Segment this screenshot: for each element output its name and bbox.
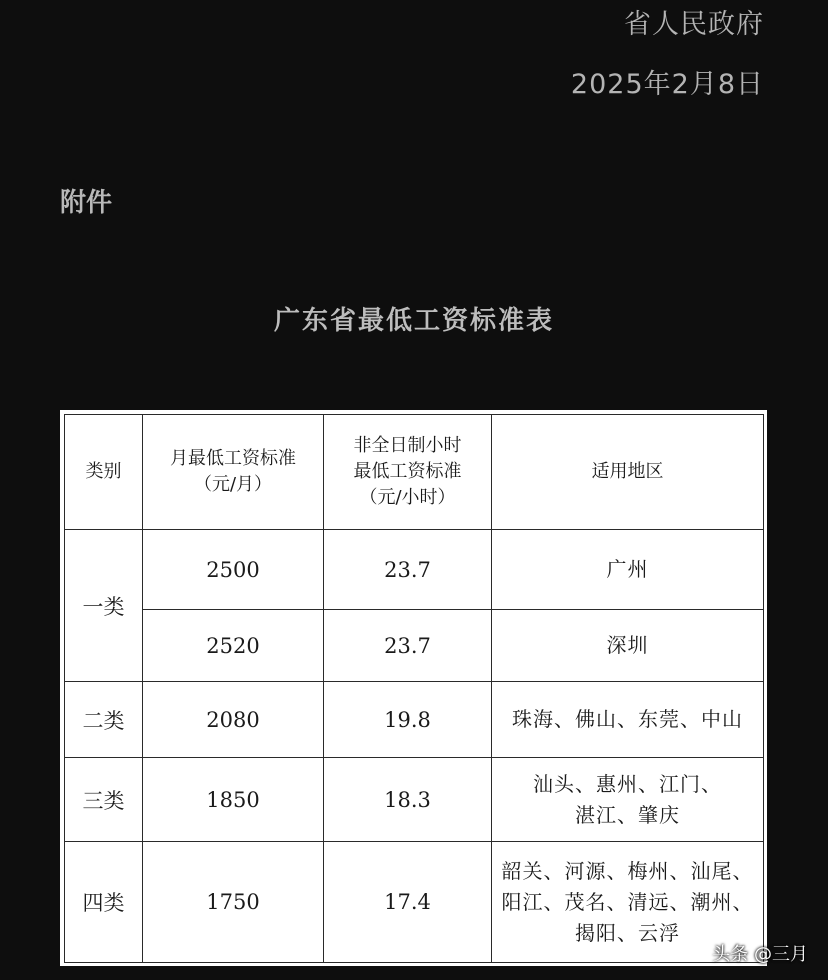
issue-date: 2025年2月8日 [570, 69, 764, 100]
table-row [65, 530, 764, 610]
regions-cell [492, 758, 764, 842]
monthly-wage-cell: 2500 [143, 530, 324, 610]
region-line: 汕头、惠州、江门、 [533, 771, 722, 796]
minimum-wage-table [64, 414, 764, 963]
monthly-wage-cell: 2520 [143, 610, 324, 682]
table-header-row [65, 415, 764, 530]
category-cell: 三类 [65, 758, 143, 842]
regions-cell [492, 610, 764, 682]
header-hourly-line2: 最低工资标准 [353, 461, 462, 482]
category-cell: 二类 [65, 682, 143, 758]
hourly-wage-cell: 23.7 [324, 530, 492, 610]
table-row [65, 758, 764, 842]
region-line: 广州 [606, 557, 649, 581]
region-line: 韶关、河源、梅州、汕尾、 [501, 858, 754, 883]
table-row [65, 682, 764, 758]
hourly-wage-cell: 17.4 [324, 842, 492, 963]
hourly-wage-cell: 18.3 [324, 758, 492, 842]
header-regions: 适用地区 [492, 415, 764, 530]
header-hourly-line1: 非全日制小时 [353, 435, 462, 456]
monthly-wage-cell: 1750 [143, 842, 324, 963]
header-category: 类别 [65, 415, 143, 530]
header-hourly-line3: （元/小时） [359, 487, 456, 508]
region-line: 揭阳、云浮 [575, 920, 680, 945]
table-title: 广东省最低工资标准表 [273, 306, 554, 336]
regions-cell [492, 682, 764, 758]
hourly-wage-cell: 19.8 [324, 682, 492, 758]
category-cell: 一类 [65, 530, 143, 682]
monthly-wage-cell: 2080 [143, 682, 324, 758]
table-row [65, 610, 764, 682]
attachment-label: 附件 [60, 188, 113, 218]
table-row [65, 842, 764, 963]
header-monthly-wage [143, 415, 324, 530]
region-line: 珠海、佛山、东莞、中山 [512, 707, 743, 731]
issuer-name: 省人民政府 [624, 9, 764, 40]
header-monthly-line1: 月最低工资标准 [170, 448, 296, 469]
category-cell: 四类 [65, 842, 143, 963]
region-line: 阳江、茂名、清远、潮州、 [501, 889, 754, 914]
header-hourly-wage [324, 415, 492, 530]
regions-cell [492, 530, 764, 610]
region-line: 深圳 [606, 633, 649, 657]
header-monthly-line2: （元/月） [193, 474, 273, 495]
wage-table-container [60, 410, 767, 966]
region-line: 湛江、肇庆 [575, 802, 680, 827]
monthly-wage-cell: 1850 [143, 758, 324, 842]
hourly-wage-cell: 23.7 [324, 610, 492, 682]
watermark: 头条 @三月 [712, 944, 808, 965]
